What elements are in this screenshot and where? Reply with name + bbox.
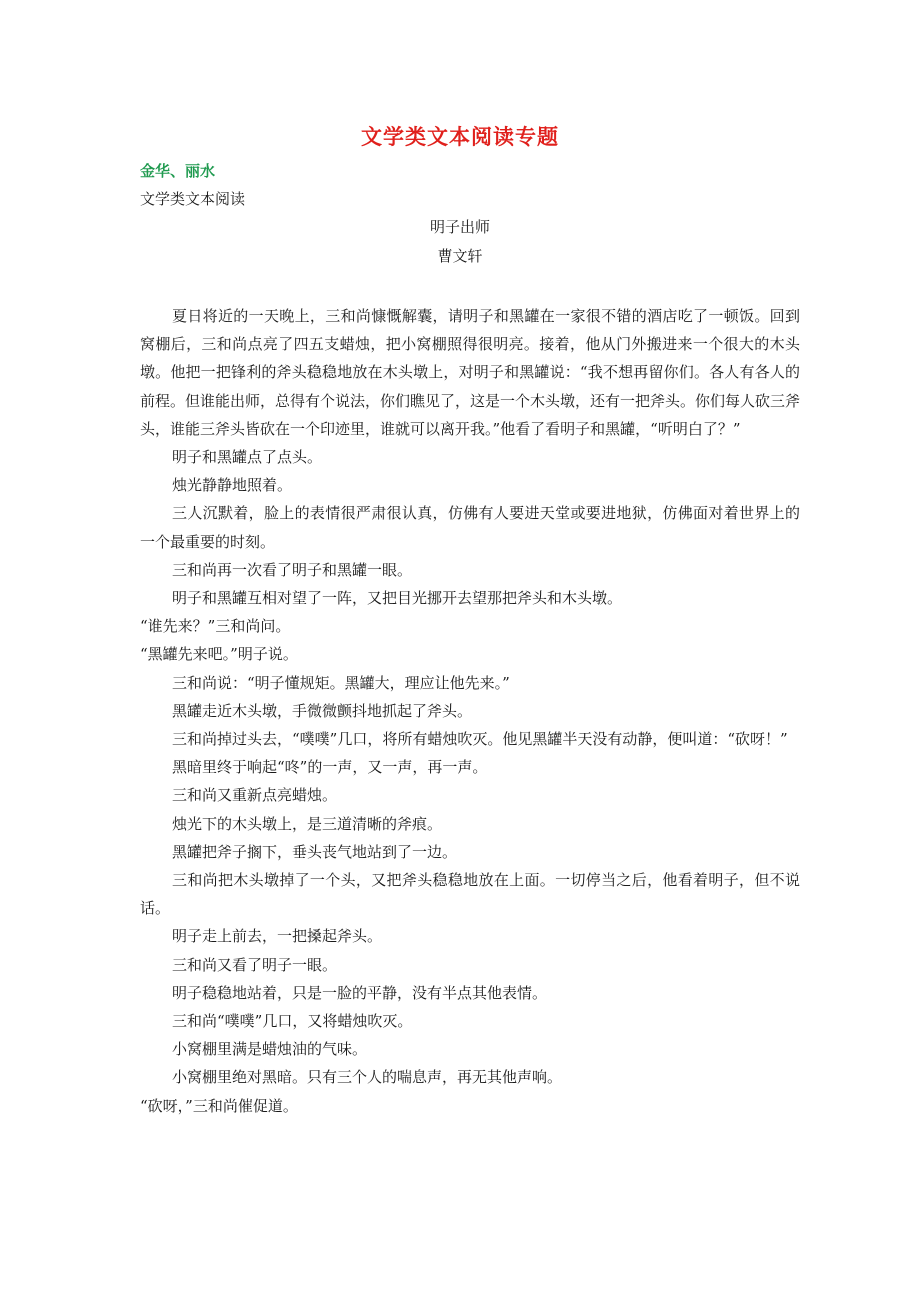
story-paragraph: “谁先来？”三和尚问。: [140, 617, 291, 636]
story-author: 曹文轩: [437, 247, 483, 265]
story-paragraph: 三和尚再一次看了明子和黑罐一眼。: [172, 560, 413, 579]
section-label: 文学类文本阅读: [140, 190, 246, 208]
story-paragraph: 三人沉默着，脸上的表情很严肃很认真，仿佛有人要进天堂或要进地狱，仿佛面对着世界上的一个最重要的时刻。: [140, 504, 800, 551]
story-paragraph: 夏日将近的一天晚上，三和尚慷慨解囊，请明子和黑罐在一家很不错的酒店吃了一顿饭。回到窝棚后，三和尚点亮了四五支蜡烛，把小窝棚照得很明亮。接着，他从门外搬进来一个很大的木头墩。他把一把锋利的斧头稳稳地放在木头墩上，对明子和黑罐说：“我不想再留你们。各人有各人的前程。但谁能出师，总得有个说法，你们瞧见了，这是一个木头墩，还有一把斧头。你们每人砍三斧头，谁能三斧头皆砍在一个印迹里，谁就可以离开我。”他看了看明子和黑罐，“听明白了？”: [140, 307, 801, 438]
story-paragraph: 三和尚把木头墩掉了一个头，又把斧头稳稳地放在上面。一切停当之后，他看着明子，但不说话。: [140, 871, 800, 918]
page-title: 文学类文本阅读专题: [361, 125, 559, 149]
story-paragraph: 烛光静静地照着。: [172, 476, 293, 495]
story-paragraph: 明子走上前去，一把搡起斧头。: [172, 927, 383, 946]
story-paragraph: “黑罐先来吧。”明子说。: [140, 645, 298, 664]
story-paragraph: 三和尚“噗噗”几口，又将蜡烛吹灭。: [172, 1012, 413, 1031]
story-paragraph: 明子和黑罐互相对望了一阵，又把目光挪开去望那把斧头和木头墩。: [172, 589, 623, 608]
story-paragraph: 明子和黑罐点了点头。: [172, 448, 323, 467]
story-body: [140, 302, 800, 1120]
story-title: 明子出师: [429, 218, 490, 236]
story-paragraph: 三和尚掉过头去，“噗噗”几口，将所有蜡烛吹灭。他见黑罐半天没有动静，便叫道：“砍呀！”: [172, 730, 788, 749]
story-paragraph: 三和尚又重新点亮蜡烛。: [172, 786, 338, 805]
story-paragraph: 小窝棚里绝对黑暗。只有三个人的喘息声，再无其他声响。: [172, 1068, 563, 1087]
story-paragraph: 三和尚说：“明子懂规矩。黑罐大，理应让他先来。”: [172, 673, 510, 692]
region-heading: 金华、丽水: [140, 162, 216, 180]
story-paragraph: 三和尚又看了明子一眼。: [172, 955, 338, 974]
story-paragraph: 黑暗里终于响起“咚”的一声，又一声，再一声。: [172, 758, 488, 777]
story-paragraph: 小窝棚里满是蜡烛油的气味。: [172, 1040, 368, 1059]
story-paragraph: 黑罐走近木头墩，手微微颤抖地抓起了斧头。: [172, 701, 473, 720]
story-paragraph: “砍呀，”三和尚催促道。: [140, 1096, 298, 1115]
story-paragraph: 明子稳稳地站着，只是一脸的平静，没有半点其他表情。: [172, 983, 548, 1002]
story-paragraph: 烛光下的木头墩上，是三道清晰的斧痕。: [172, 814, 443, 833]
story-paragraph: 黑罐把斧子搁下，垂头丧气地站到了一边。: [172, 842, 458, 861]
